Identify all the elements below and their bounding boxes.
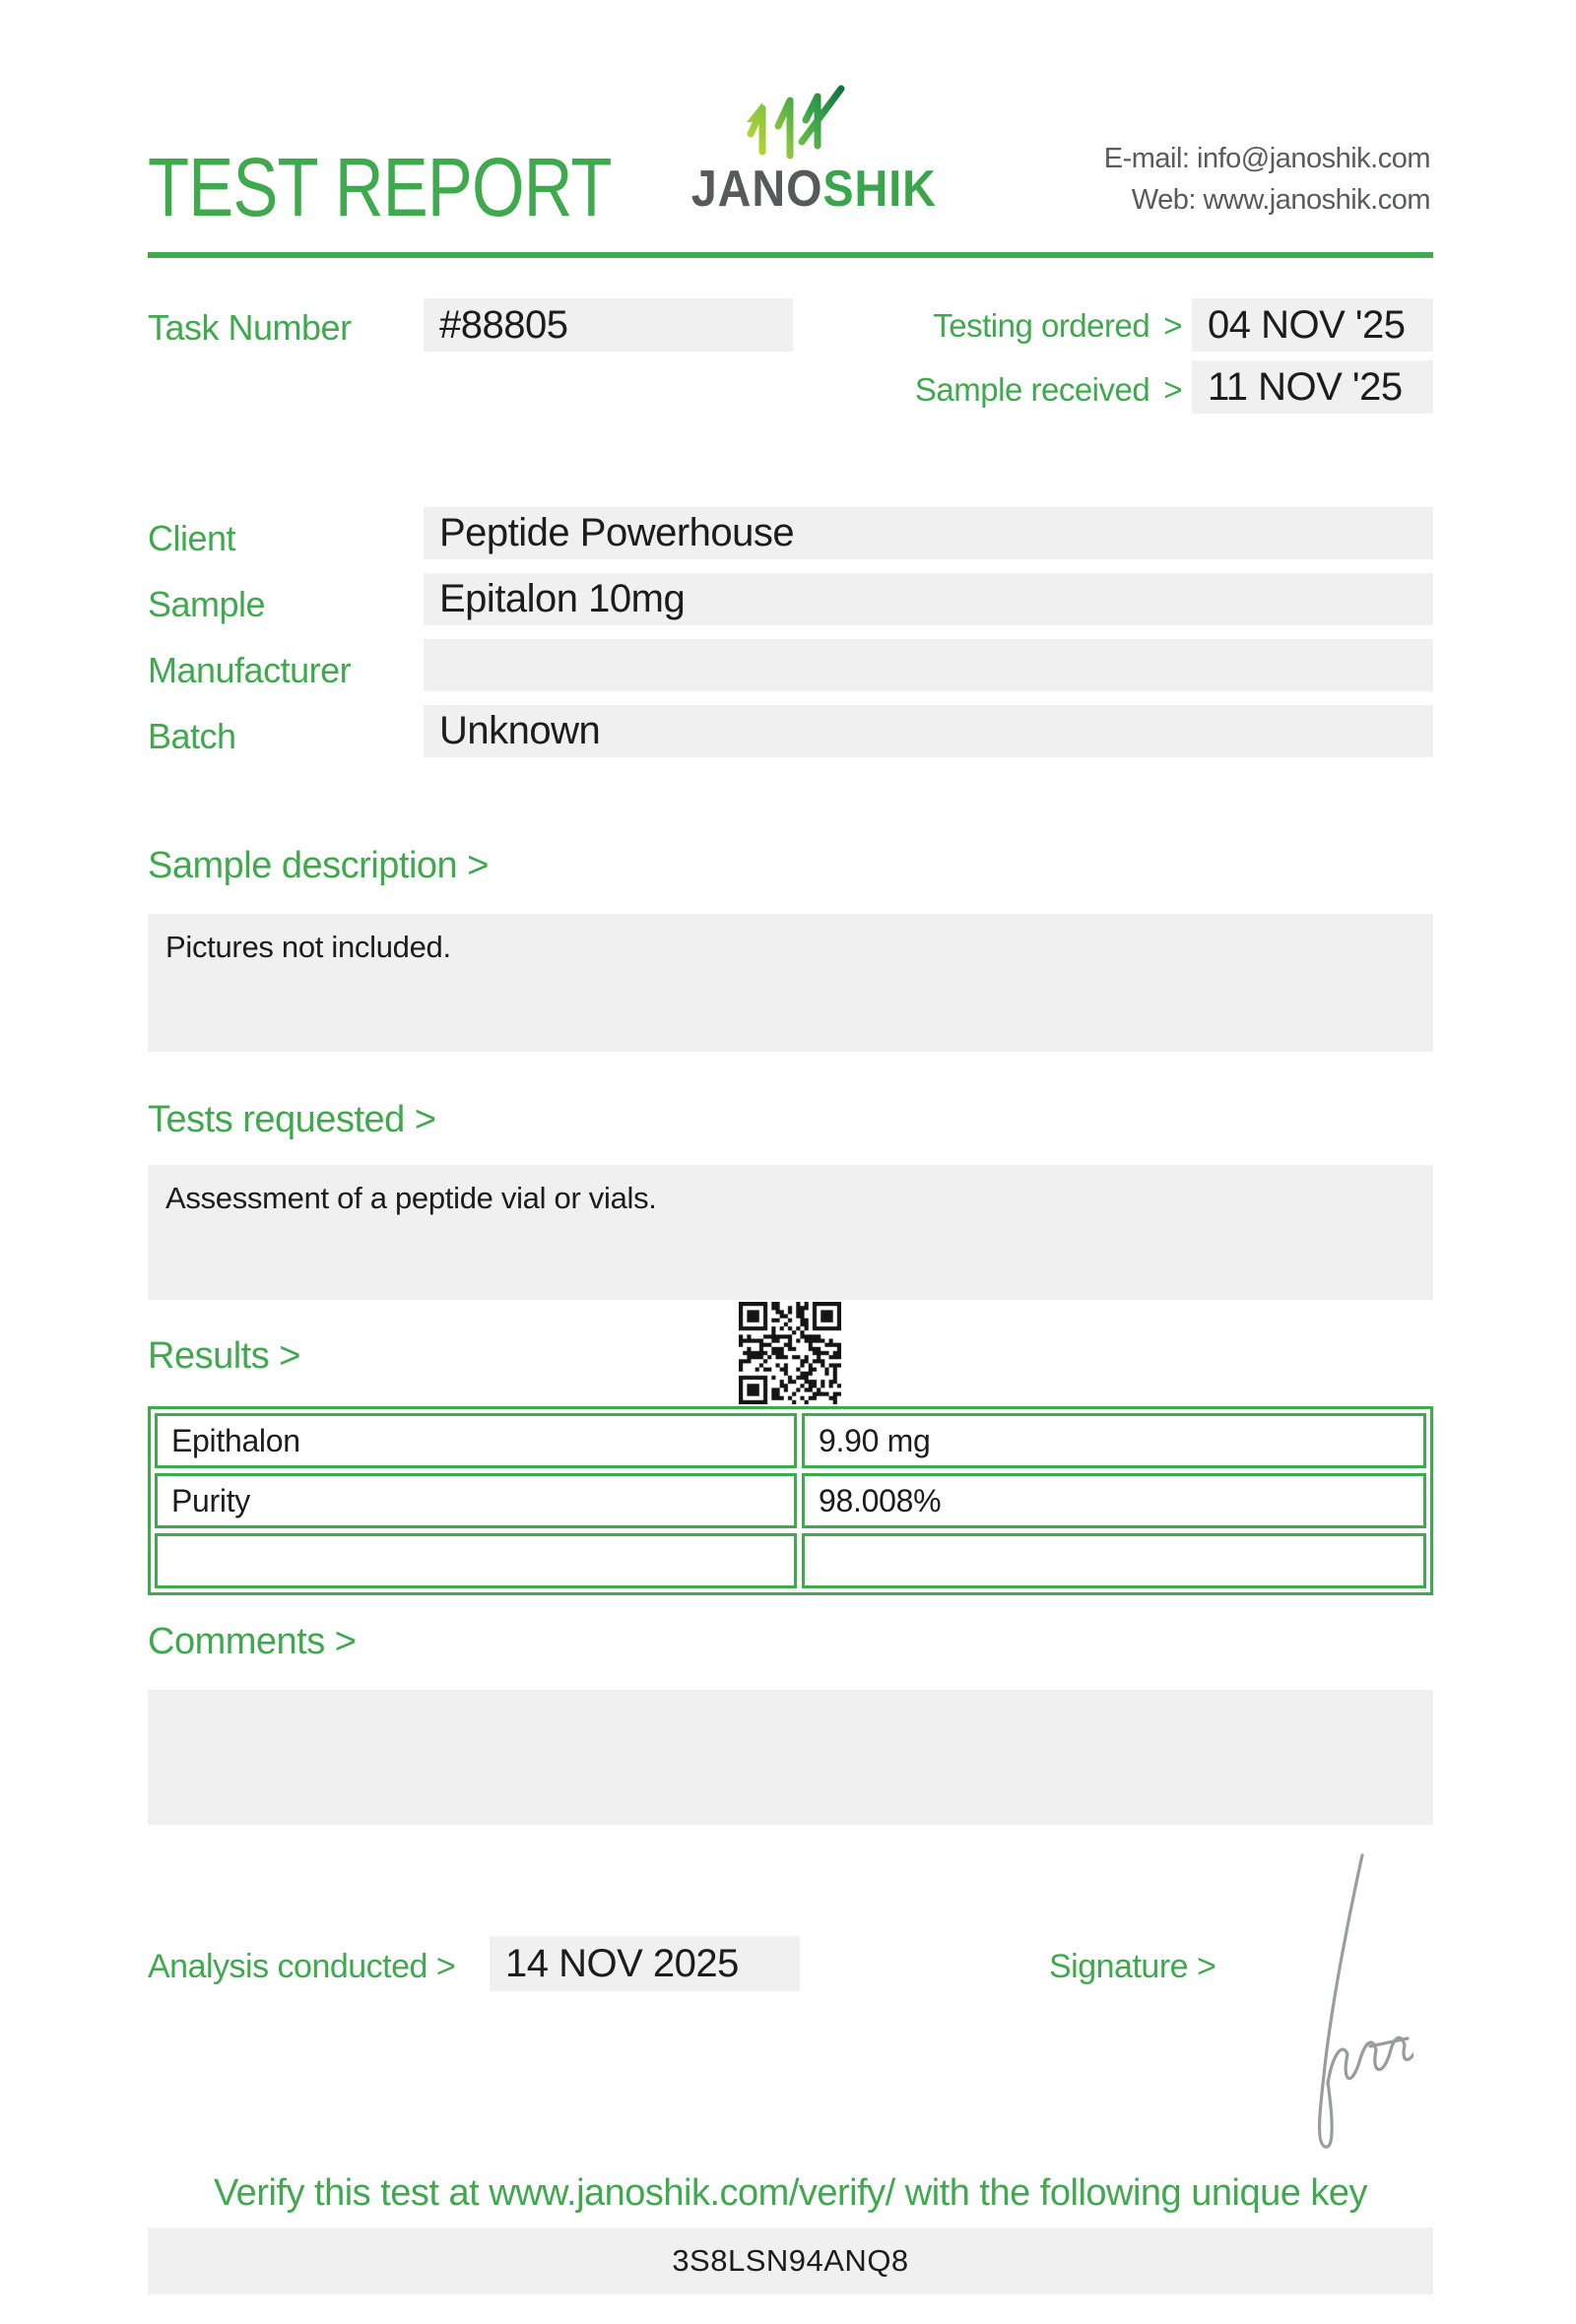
sample-received-arrow: > [1163,371,1182,408]
brand-wordmark [690,160,937,219]
testing-ordered-value: 04 NOV '25 [1208,302,1406,347]
tests-requested-text: Assessment of a peptide vial or vials. [165,1181,657,1215]
manufacturer-label: Manufacturer [148,650,352,690]
chart-growth-icon [737,83,847,160]
testing-ordered-label: Testing ordered [933,307,1150,344]
verify-instruction: Verify this test at www.janoshik.com/verify/ with the following unique key [213,2172,1368,2214]
signature-image [1266,1849,1413,2169]
qr-code [739,1302,841,1404]
sample-received-row [788,371,1182,409]
analysis-conducted-label: Analysis conducted > [148,1948,456,1985]
sample-value-box [424,573,1433,625]
client-value-box [424,507,1433,559]
results-cell-analyte: Purity [155,1473,797,1528]
sample-description-box [148,914,1433,1052]
comments-text [148,1690,1433,1706]
testing-ordered-row [788,307,1182,345]
tests-requested-heading: Tests requested > [148,1099,436,1140]
sample-description-text: Pictures not included. [165,930,451,964]
task-number-value: #88805 [439,302,568,347]
sample-received-label: Sample received [914,371,1150,408]
sample-description-heading: Sample description > [148,845,489,886]
testing-ordered-value-box [1192,298,1433,352]
page-title: TEST REPORT [148,141,612,233]
batch-value: Unknown [439,709,601,752]
sample-label: Sample [148,584,266,624]
verify-key-box [148,2227,1433,2294]
brand-wordmark-primary: JANO [690,161,823,218]
results-cell-analyte [155,1533,797,1588]
contact-block [1104,138,1430,221]
analysis-conducted-value: 14 NOV 2025 [505,1941,739,1985]
tests-requested-box [148,1165,1433,1300]
sample-received-value: 11 NOV '25 [1208,364,1403,409]
contact-email: E-mail: info@janoshik.com [1103,143,1430,174]
task-number-value-box [424,298,793,352]
client-value: Peptide Powerhouse [439,511,795,554]
task-number-label: Task Number [148,307,352,348]
comments-box [148,1690,1433,1825]
brand-wordmark-secondary: SHIK [822,161,937,218]
sample-received-value-box [1192,360,1433,414]
comments-heading: Comments > [148,1621,357,1662]
header-divider [148,252,1433,258]
contact-web: Web: www.janoshik.com [1131,184,1430,216]
manufacturer-value-box [424,639,1433,691]
batch-label: Batch [148,716,236,756]
results-heading: Results > [148,1335,300,1377]
results-cell-value [802,1533,1426,1588]
analysis-conducted-value-box [490,1936,800,1991]
results-cell-value: 98.008% [802,1473,1426,1528]
results-cell-analyte: Epithalon [155,1413,797,1468]
client-label: Client [148,518,236,558]
results-table [148,1406,1433,1595]
sample-value: Epitalon 10mg [439,577,686,620]
testing-ordered-arrow: > [1163,307,1182,344]
verify-key: 3S8LSN94ANQ8 [672,2243,909,2278]
signature-label: Signature > [1049,1948,1216,1985]
results-cell-value: 9.90 mg [802,1413,1426,1468]
batch-value-box [424,705,1433,757]
